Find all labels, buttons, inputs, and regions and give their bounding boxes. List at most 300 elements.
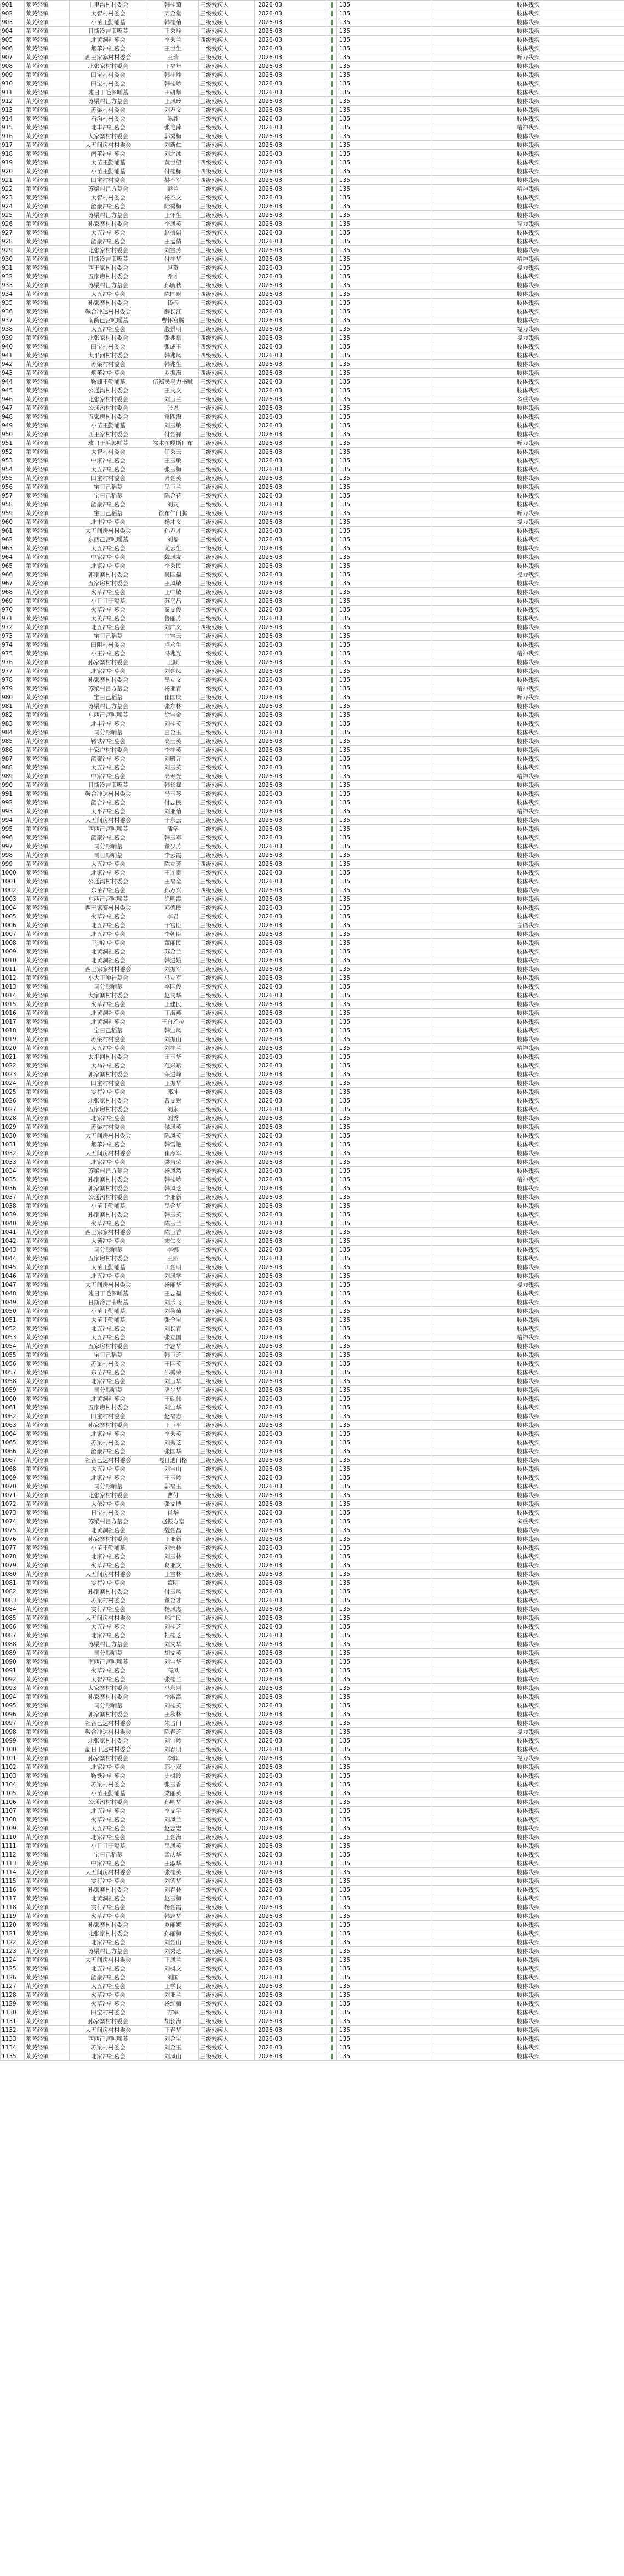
person-name-cell[interactable]: 刘秀 [147,1114,199,1123]
date-cell[interactable]: 2026-03 [255,88,327,97]
row-number-cell[interactable]: 922 [1,185,25,193]
green-mark-cell[interactable] [327,518,337,527]
date-cell[interactable]: 2026-03 [255,676,327,684]
row-number-cell[interactable]: 901 [1,1,25,9]
table-row[interactable] [1,1438,624,1447]
row-number-cell[interactable]: 1024 [1,1079,25,1088]
amount-cell[interactable]: 135 [337,1850,432,1859]
village-cell[interactable]: 苏梁村村委会 [70,1596,147,1605]
date-cell[interactable]: 2026-03 [255,667,327,676]
disability-level-cell[interactable]: 三级残疾人 [199,790,255,798]
table-row[interactable] [1,1281,624,1289]
village-cell[interactable]: 东西己宫吨嚼墓 [70,535,147,544]
date-cell[interactable]: 2026-03 [255,702,327,711]
disability-level-cell[interactable]: 三级残疾人 [199,1263,255,1272]
town-cell[interactable]: 莱芜经镇 [25,1684,70,1693]
person-name-cell[interactable]: 韩宝凤 [147,1026,199,1035]
disability-type-cell[interactable]: 肢体残疾 [432,456,624,465]
village-cell[interactable]: 烟苯冲社墓会 [70,44,147,53]
person-name-cell[interactable]: 王顺 [147,658,199,667]
disability-type-cell[interactable]: 肢体残疾 [432,1903,624,1912]
row-number-cell[interactable]: 905 [1,36,25,44]
town-cell[interactable]: 莱芜经镇 [25,9,70,18]
table-row[interactable] [1,1526,624,1535]
person-name-cell[interactable]: 范兴斌 [147,1061,199,1070]
row-number-cell[interactable]: 1048 [1,1289,25,1298]
date-cell[interactable]: 2026-03 [255,579,327,588]
row-number-cell[interactable]: 962 [1,535,25,544]
disability-type-cell[interactable]: 肢体残疾 [432,597,624,606]
person-name-cell[interactable]: 陈玉兰 [147,1219,199,1228]
row-number-cell[interactable]: 1115 [1,1877,25,1886]
town-cell[interactable]: 莱芜经镇 [25,2008,70,2017]
table-row[interactable] [1,676,624,684]
disability-type-cell[interactable]: 肢体残疾 [432,833,624,842]
disability-type-cell[interactable]: 肢体残疾 [432,1973,624,1982]
date-cell[interactable]: 2026-03 [255,1649,327,1658]
date-cell[interactable]: 2026-03 [255,1000,327,1009]
village-cell[interactable]: 璩日于毛彰哺墓 [70,439,147,448]
date-cell[interactable]: 2026-03 [255,1605,327,1614]
table-row[interactable] [1,983,624,991]
disability-type-cell[interactable]: 肢体残疾 [432,1745,624,1754]
disability-level-cell[interactable]: 三级残疾人 [199,1807,255,1815]
amount-cell[interactable]: 135 [337,1386,432,1395]
table-row[interactable] [1,167,624,176]
person-name-cell[interactable]: 殷景明 [147,325,199,334]
disability-type-cell[interactable]: 肢体残疾 [432,1210,624,1219]
town-cell[interactable]: 莱芜经镇 [25,1482,70,1491]
village-cell[interactable]: 大五冲社墓会 [70,465,147,474]
person-name-cell[interactable]: 张艳萍 [147,123,199,132]
table-row[interactable] [1,702,624,711]
date-cell[interactable]: 2026-03 [255,939,327,947]
row-number-cell[interactable]: 1058 [1,1377,25,1386]
disability-type-cell[interactable]: 肢体残疾 [432,2008,624,2017]
date-cell[interactable]: 2026-03 [255,1623,327,1631]
amount-cell[interactable]: 135 [337,1728,432,1737]
village-cell[interactable]: 大五冲社墓会 [70,325,147,334]
person-name-cell[interactable]: 王连贵 [147,869,199,877]
person-name-cell[interactable]: 刘国 [147,1973,199,1982]
row-number-cell[interactable]: 957 [1,492,25,500]
row-number-cell[interactable]: 975 [1,649,25,658]
date-cell[interactable]: 2026-03 [255,588,327,597]
date-cell[interactable]: 2026-03 [255,62,327,71]
disability-level-cell[interactable]: 三级残疾人 [199,1886,255,1894]
date-cell[interactable]: 2026-03 [255,185,327,193]
disability-level-cell[interactable]: 三级残疾人 [199,360,255,369]
village-cell[interactable]: 苏梁村吕方墓会 [70,281,147,290]
row-number-cell[interactable]: 1108 [1,1815,25,1824]
amount-cell[interactable]: 135 [337,1482,432,1491]
table-row[interactable] [1,229,624,237]
row-number-cell[interactable]: 1117 [1,1894,25,1903]
amount-cell[interactable]: 135 [337,1640,432,1649]
green-mark-cell[interactable] [327,351,337,360]
date-cell[interactable]: 2026-03 [255,842,327,851]
town-cell[interactable]: 莱芜经镇 [25,658,70,667]
disability-type-cell[interactable]: 肢体残疾 [432,1982,624,1991]
row-number-cell[interactable]: 1045 [1,1263,25,1272]
green-mark-cell[interactable] [327,1298,337,1307]
disability-type-cell[interactable]: 听力残疾 [432,693,624,702]
table-row[interactable] [1,693,624,702]
person-name-cell[interactable]: 高士英 [147,737,199,746]
amount-cell[interactable]: 135 [337,1377,432,1386]
disability-level-cell[interactable]: 三级残疾人 [199,1929,255,1938]
disability-type-cell[interactable]: 肢体残疾 [432,88,624,97]
person-name-cell[interactable]: 刘文华 [147,1640,199,1649]
village-cell[interactable]: 鞍合冲达村村委会 [70,790,147,798]
disability-type-cell[interactable]: 肢体残疾 [432,1570,624,1579]
amount-cell[interactable]: 135 [337,2052,432,2061]
person-name-cell[interactable]: 刘友 [147,500,199,509]
green-mark-cell[interactable] [327,1184,337,1193]
disability-type-cell[interactable]: 肢体残疾 [432,1386,624,1395]
amount-cell[interactable]: 135 [337,1500,432,1509]
row-number-cell[interactable]: 987 [1,755,25,763]
date-cell[interactable]: 2026-03 [255,1982,327,1991]
disability-level-cell[interactable]: 四级残疾人 [199,36,255,44]
town-cell[interactable]: 莱芜经镇 [25,1132,70,1140]
town-cell[interactable]: 莱芜经镇 [25,535,70,544]
row-number-cell[interactable]: 1124 [1,1956,25,1964]
row-number-cell[interactable]: 1038 [1,1202,25,1210]
disability-level-cell[interactable]: 三级残疾人 [199,1552,255,1561]
person-name-cell[interactable]: 孟庆华 [147,1850,199,1859]
person-name-cell[interactable]: 付志民 [147,798,199,807]
row-number-cell[interactable]: 1016 [1,1009,25,1018]
date-cell[interactable]: 2026-03 [255,606,327,614]
disability-level-cell[interactable]: 四级残疾人 [199,860,255,869]
town-cell[interactable]: 莱芜经镇 [25,1377,70,1386]
disability-type-cell[interactable]: 肢体残疾 [432,1412,624,1421]
amount-cell[interactable]: 135 [337,202,432,211]
disability-level-cell[interactable]: 三级残疾人 [199,746,255,755]
disability-type-cell[interactable]: 肢体残疾 [432,1947,624,1956]
amount-cell[interactable]: 135 [337,1465,432,1473]
disability-type-cell[interactable]: 肢体残疾 [432,1,624,9]
person-name-cell[interactable]: 刘秋菊 [147,1307,199,1316]
date-cell[interactable]: 2026-03 [255,342,327,351]
amount-cell[interactable]: 135 [337,1824,432,1833]
village-cell[interactable]: 大五间房村村委会 [70,1570,147,1579]
village-cell[interactable]: 烟苯冲社墓会 [70,369,147,378]
person-name-cell[interactable]: 王世生 [147,44,199,53]
row-number-cell[interactable]: 1034 [1,1167,25,1175]
amount-cell[interactable]: 135 [337,1140,432,1149]
table-row[interactable] [1,1044,624,1053]
row-number-cell[interactable]: 1114 [1,1868,25,1877]
green-mark-cell[interactable] [327,1149,337,1158]
row-number-cell[interactable]: 949 [1,421,25,430]
green-mark-cell[interactable] [327,623,337,632]
disability-level-cell[interactable]: 三级残疾人 [199,833,255,842]
disability-type-cell[interactable]: 肢体残疾 [432,141,624,150]
amount-cell[interactable]: 135 [337,641,432,649]
table-row[interactable] [1,62,624,71]
amount-cell[interactable]: 135 [337,465,432,474]
table-row[interactable] [1,1938,624,1947]
person-name-cell[interactable]: 陆秀梅 [147,202,199,211]
disability-type-cell[interactable]: 肢体残疾 [432,869,624,877]
village-cell[interactable]: 实行冲社墓会 [70,1088,147,1096]
person-name-cell[interactable]: 刘长青 [147,1324,199,1333]
disability-level-cell[interactable]: 四级残疾人 [199,176,255,185]
person-name-cell[interactable]: 杨凤然 [147,1167,199,1175]
disability-type-cell[interactable]: 肢体残疾 [432,1447,624,1456]
disability-level-cell[interactable]: 三级残疾人 [199,869,255,877]
table-row[interactable] [1,597,624,606]
village-cell[interactable]: 韶聚冲社墓会 [70,237,147,246]
date-cell[interactable]: 2026-03 [255,930,327,939]
green-mark-cell[interactable] [327,18,337,27]
date-cell[interactable]: 2026-03 [255,562,327,570]
date-cell[interactable]: 2026-03 [255,1289,327,1298]
disability-type-cell[interactable]: 肢体残疾 [432,1544,624,1552]
amount-cell[interactable]: 135 [337,1403,432,1412]
date-cell[interactable]: 2026-03 [255,1351,327,1360]
green-mark-cell[interactable] [327,1868,337,1877]
green-mark-cell[interactable] [327,1430,337,1438]
row-number-cell[interactable]: 910 [1,79,25,88]
row-number-cell[interactable]: 1015 [1,1000,25,1009]
table-row[interactable] [1,1807,624,1815]
town-cell[interactable]: 莱芜经镇 [25,860,70,869]
table-row[interactable] [1,1026,624,1035]
date-cell[interactable]: 2026-03 [255,544,327,553]
person-name-cell[interactable]: 王秀珍 [147,27,199,36]
date-cell[interactable]: 2026-03 [255,299,327,307]
date-cell[interactable]: 2026-03 [255,1123,327,1132]
disability-level-cell[interactable]: 三级残疾人 [199,1964,255,1973]
amount-cell[interactable]: 135 [337,956,432,965]
row-number-cell[interactable]: 1113 [1,1859,25,1868]
amount-cell[interactable]: 135 [337,1877,432,1886]
village-cell[interactable]: 火草冲社墓会 [70,1219,147,1228]
disability-level-cell[interactable]: 三级残疾人 [199,711,255,719]
table-row[interactable] [1,448,624,456]
town-cell[interactable]: 莱芜经镇 [25,1675,70,1684]
table-row[interactable] [1,527,624,535]
town-cell[interactable]: 莱芜经镇 [25,553,70,562]
row-number-cell[interactable]: 1059 [1,1386,25,1395]
village-cell[interactable]: 西西己宫吨嚼墓 [70,825,147,833]
date-cell[interactable]: 2026-03 [255,106,327,115]
green-mark-cell[interactable] [327,342,337,351]
date-cell[interactable]: 2026-03 [255,886,327,895]
person-name-cell[interactable]: 潘学 [147,825,199,833]
table-row[interactable] [1,1886,624,1894]
amount-cell[interactable]: 135 [337,97,432,106]
town-cell[interactable]: 莱芜经镇 [25,465,70,474]
person-name-cell[interactable]: 刘万文 [147,106,199,115]
amount-cell[interactable]: 135 [337,132,432,141]
person-name-cell[interactable]: 刘玉敏 [147,421,199,430]
village-cell[interactable]: 中家冲社墓会 [70,772,147,781]
table-row[interactable] [1,2052,624,2061]
amount-cell[interactable]: 135 [337,527,432,535]
disability-level-cell[interactable]: 三级残疾人 [199,1184,255,1193]
green-mark-cell[interactable] [327,1789,337,1798]
row-number-cell[interactable]: 1088 [1,1640,25,1649]
disability-level-cell[interactable]: 三级残疾人 [199,947,255,956]
green-mark-cell[interactable] [327,1053,337,1061]
person-name-cell[interactable]: 张玉香 [147,1780,199,1789]
disability-level-cell[interactable]: 三级残疾人 [199,1114,255,1123]
table-row[interactable] [1,1096,624,1105]
disability-type-cell[interactable]: 肢体残疾 [432,62,624,71]
village-cell[interactable]: 璩日于毛彰哺墓 [70,88,147,97]
amount-cell[interactable]: 135 [337,1228,432,1237]
green-mark-cell[interactable] [327,1745,337,1754]
amount-cell[interactable]: 135 [337,1088,432,1096]
date-cell[interactable]: 2026-03 [255,395,327,404]
amount-cell[interactable]: 135 [337,2008,432,2017]
town-cell[interactable]: 莱芜经镇 [25,71,70,79]
amount-cell[interactable]: 135 [337,886,432,895]
date-cell[interactable]: 2026-03 [255,2026,327,2035]
green-mark-cell[interactable] [327,1991,337,2000]
person-name-cell[interactable]: 刘凤学 [147,1272,199,1281]
date-cell[interactable]: 2026-03 [255,1737,327,1745]
table-row[interactable] [1,991,624,1000]
town-cell[interactable]: 莱芜经镇 [25,1158,70,1167]
town-cell[interactable]: 莱芜经镇 [25,1351,70,1360]
green-mark-cell[interactable] [327,185,337,193]
table-row[interactable] [1,781,624,790]
green-mark-cell[interactable] [327,562,337,570]
amount-cell[interactable]: 135 [337,711,432,719]
disability-type-cell[interactable]: 肢体残疾 [432,1473,624,1482]
row-number-cell[interactable]: 1018 [1,1026,25,1035]
town-cell[interactable]: 莱芜经镇 [25,1964,70,1973]
disability-level-cell[interactable]: 三级残疾人 [199,1096,255,1105]
amount-cell[interactable]: 135 [337,1658,432,1666]
disability-level-cell[interactable]: 三级残疾人 [199,1465,255,1473]
person-name-cell[interactable]: 韩玉军 [147,833,199,842]
town-cell[interactable]: 莱芜经镇 [25,1368,70,1377]
town-cell[interactable]: 莱芜经镇 [25,1491,70,1500]
town-cell[interactable]: 莱芜经镇 [25,1193,70,1202]
row-number-cell[interactable]: 1054 [1,1342,25,1351]
village-cell[interactable]: 大五冲社墓会 [70,1044,147,1053]
town-cell[interactable]: 莱芜经镇 [25,500,70,509]
town-cell[interactable]: 莱芜经镇 [25,2043,70,2052]
amount-cell[interactable]: 135 [337,1307,432,1316]
row-number-cell[interactable]: 1052 [1,1324,25,1333]
disability-type-cell[interactable]: 肢体残疾 [432,1324,624,1333]
disability-level-cell[interactable]: 一级残疾人 [199,1088,255,1096]
village-cell[interactable]: 实行冲社墓会 [70,1903,147,1912]
green-mark-cell[interactable] [327,492,337,500]
green-mark-cell[interactable] [327,860,337,869]
table-row[interactable] [1,1079,624,1088]
date-cell[interactable]: 2026-03 [255,1193,327,1202]
village-cell[interactable]: 北家冲社墓会 [70,1631,147,1640]
person-name-cell[interactable]: 赵玉梅 [147,1894,199,1903]
town-cell[interactable]: 莱芜经镇 [25,2035,70,2043]
amount-cell[interactable]: 135 [337,1421,432,1430]
disability-type-cell[interactable]: 肢体残疾 [432,404,624,413]
row-number-cell[interactable]: 994 [1,816,25,825]
green-mark-cell[interactable] [327,1351,337,1360]
town-cell[interactable]: 莱芜经镇 [25,1412,70,1421]
town-cell[interactable]: 莱芜经镇 [25,255,70,264]
disability-type-cell[interactable]: 肢体残疾 [432,1070,624,1079]
green-mark-cell[interactable] [327,912,337,921]
green-mark-cell[interactable] [327,965,337,974]
date-cell[interactable]: 2026-03 [255,1596,327,1605]
disability-level-cell[interactable]: 三级残疾人 [199,202,255,211]
person-name-cell[interactable]: 吴立文 [147,676,199,684]
table-row[interactable] [1,1316,624,1324]
disability-type-cell[interactable]: 肢体残疾 [432,1158,624,1167]
disability-type-cell[interactable]: 肢体残疾 [432,246,624,255]
date-cell[interactable]: 2026-03 [255,991,327,1000]
amount-cell[interactable]: 135 [337,1167,432,1175]
amount-cell[interactable]: 135 [337,316,432,325]
row-number-cell[interactable]: 951 [1,439,25,448]
disability-type-cell[interactable]: 肢体残疾 [432,825,624,833]
date-cell[interactable]: 2026-03 [255,307,327,316]
green-mark-cell[interactable] [327,1772,337,1780]
date-cell[interactable]: 2026-03 [255,439,327,448]
village-cell[interactable]: 大家寨村村委会 [70,991,147,1000]
disability-type-cell[interactable]: 肢体残疾 [432,1368,624,1377]
amount-cell[interactable]: 135 [337,1842,432,1850]
person-name-cell[interactable]: 丁海燕 [147,1009,199,1018]
green-mark-cell[interactable] [327,544,337,553]
table-row[interactable] [1,141,624,150]
disability-level-cell[interactable]: 三级残疾人 [199,1842,255,1850]
disability-type-cell[interactable]: 肢体残疾 [432,378,624,386]
disability-type-cell[interactable]: 精神残疾 [432,185,624,193]
green-mark-cell[interactable] [327,1281,337,1289]
disability-level-cell[interactable]: 三级残疾人 [199,255,255,264]
disability-type-cell[interactable]: 肢体残疾 [432,1666,624,1675]
green-mark-cell[interactable] [327,1421,337,1430]
town-cell[interactable]: 莱芜经镇 [25,974,70,983]
green-mark-cell[interactable] [327,684,337,693]
village-cell[interactable]: 五家房村村委会 [70,1105,147,1114]
disability-level-cell[interactable]: 三级残疾人 [199,772,255,781]
table-row[interactable] [1,2008,624,2017]
town-cell[interactable]: 莱芜经镇 [25,1184,70,1193]
row-number-cell[interactable]: 1107 [1,1807,25,1815]
green-mark-cell[interactable] [327,1780,337,1789]
row-number-cell[interactable]: 955 [1,474,25,483]
date-cell[interactable]: 2026-03 [255,1132,327,1140]
row-number-cell[interactable]: 965 [1,562,25,570]
town-cell[interactable]: 莱芜经镇 [25,2000,70,2008]
town-cell[interactable]: 莱芜经镇 [25,36,70,44]
disability-type-cell[interactable]: 肢体残疾 [432,1482,624,1491]
amount-cell[interactable]: 135 [337,912,432,921]
table-row[interactable] [1,1509,624,1517]
row-number-cell[interactable]: 960 [1,518,25,527]
table-row[interactable] [1,2043,624,2052]
village-cell[interactable]: 大五间房村村委会 [70,1614,147,1623]
disability-level-cell[interactable]: 三级残疾人 [199,527,255,535]
village-cell[interactable]: 东苗冲社墓会 [70,886,147,895]
disability-level-cell[interactable]: 三级残疾人 [199,1105,255,1114]
person-name-cell[interactable]: 刘秀芝 [147,1947,199,1956]
town-cell[interactable]: 莱芜经镇 [25,711,70,719]
village-cell[interactable]: 苏梁村吕方墓会 [70,1517,147,1526]
disability-type-cell[interactable]: 肢体残疾 [432,991,624,1000]
